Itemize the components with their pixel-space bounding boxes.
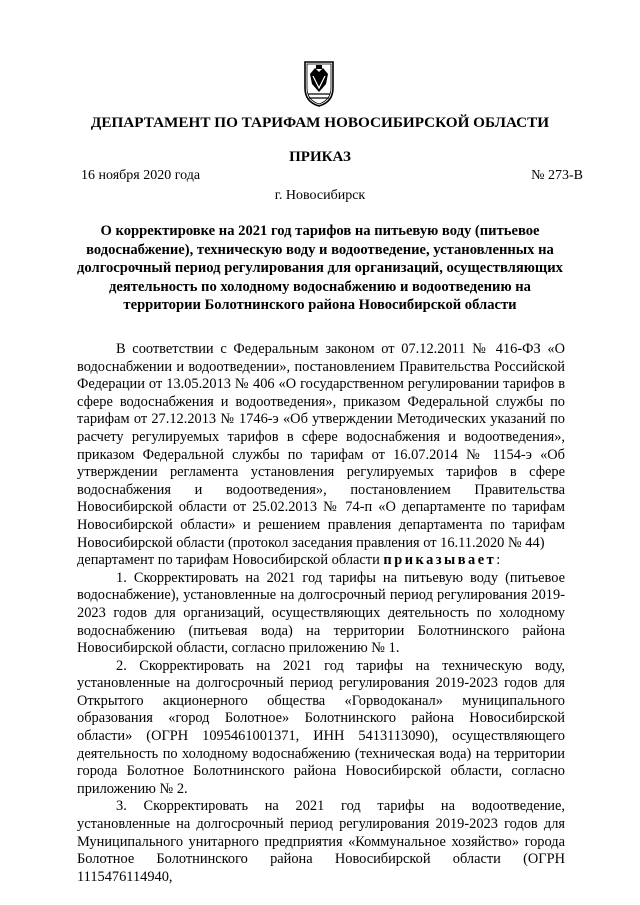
order-subject: О корректировке на 2021 год тарифов на питьевую воду (питьевое водоснабжение), техническую воду и водоотведение, установленных на долгосрочный период регулирования для организаций, осуществляющих деятельность по холодному водоснабжению и водоотведению на территории Болотнинского района Новосибирской области <box>77 223 563 314</box>
decree-colon: : <box>496 552 501 569</box>
decree-lead: департамент по тарифам Новосибирской области <box>77 552 380 569</box>
order-item-3: 3. Скорректировать на 2021 год тарифы на водоотведение, установленные на долгосрочный период регулирования 2019-2023 годов для Муниципального унитарного предприятия «Коммунальное хозяйство» города Болотное Болотнинского района Новосибирской области (ОГРН 1115476114940, <box>77 798 565 885</box>
preamble-paragraph: В соответствии с Федеральным законом от 07.12.2011 № 416-ФЗ «О водоснабжении и водоотведении», постановлением Правительства Российской Федерации от 13.05.2013 № 406 «О государственном регулировании тарифов в сфере водоснабжения и водоотведения», приказом Федеральной службы по тарифам от 27.12.2013 № 1746-э «Об утверждении Методических указаний по расчету регулируемых тарифов в сфере водоснабжения и водоотведения», приказом Федеральной службы по тарифам от 16.07.2014 № 1154-э «Об утверждении регламента установления регулируемых тарифов в сфере водоснабжения и водоотведения», постановлением Правительства Новосибирской области от 25.02.2013 № 74-п «О департаменте по тарифам Новосибирской области» и решением правления департамента по тарифам Новосибирской области (протокол заседания правления от 16.11.2020 № 44) <box>77 341 565 551</box>
order-number: № 273-В <box>531 168 583 183</box>
decree-word: приказывает <box>383 552 497 569</box>
order-body <box>77 341 565 886</box>
order-date: 16 ноября 2020 года <box>81 168 201 183</box>
order-city: г. Новосибирск <box>274 188 366 203</box>
order-item-2: 2. Скорректировать на 2021 год тарифы на техническую воду, установленные на долгосрочный период регулирования 2019-2023 годов для Открытого акционерного общества «Горводоканал» муниципального образования «город Болотное» Болотнинского района Новосибирской области» (ОГРН 1095461001371, ИНН 5413113090), осуществляющего деятельность по холодному водоснабжению (техническая вода) на территории города Болотное Болотнинского района Новосибирской области, согласно приложению № 2. <box>77 657 565 797</box>
order-title: ПРИКАЗ <box>289 149 351 165</box>
order-item-1: 1. Скорректировать на 2021 год тарифы на питьевую воду (питьевое водоснабжение), установленные на долгосрочный период регулирования 2019-2023 годов для организаций, осуществляющих деятельность по холодному водоснабжению (питьевая вода) на территории Болотнинского района Новосибирской области, согласно приложению № 1. <box>77 569 565 657</box>
department-name: ДЕПАРТАМЕНТ ПО ТАРИФАМ НОВОСИБИРСКОЙ ОБЛАСТИ <box>90 114 550 131</box>
decree-line <box>77 552 565 570</box>
coat-of-arms-icon <box>299 58 339 108</box>
